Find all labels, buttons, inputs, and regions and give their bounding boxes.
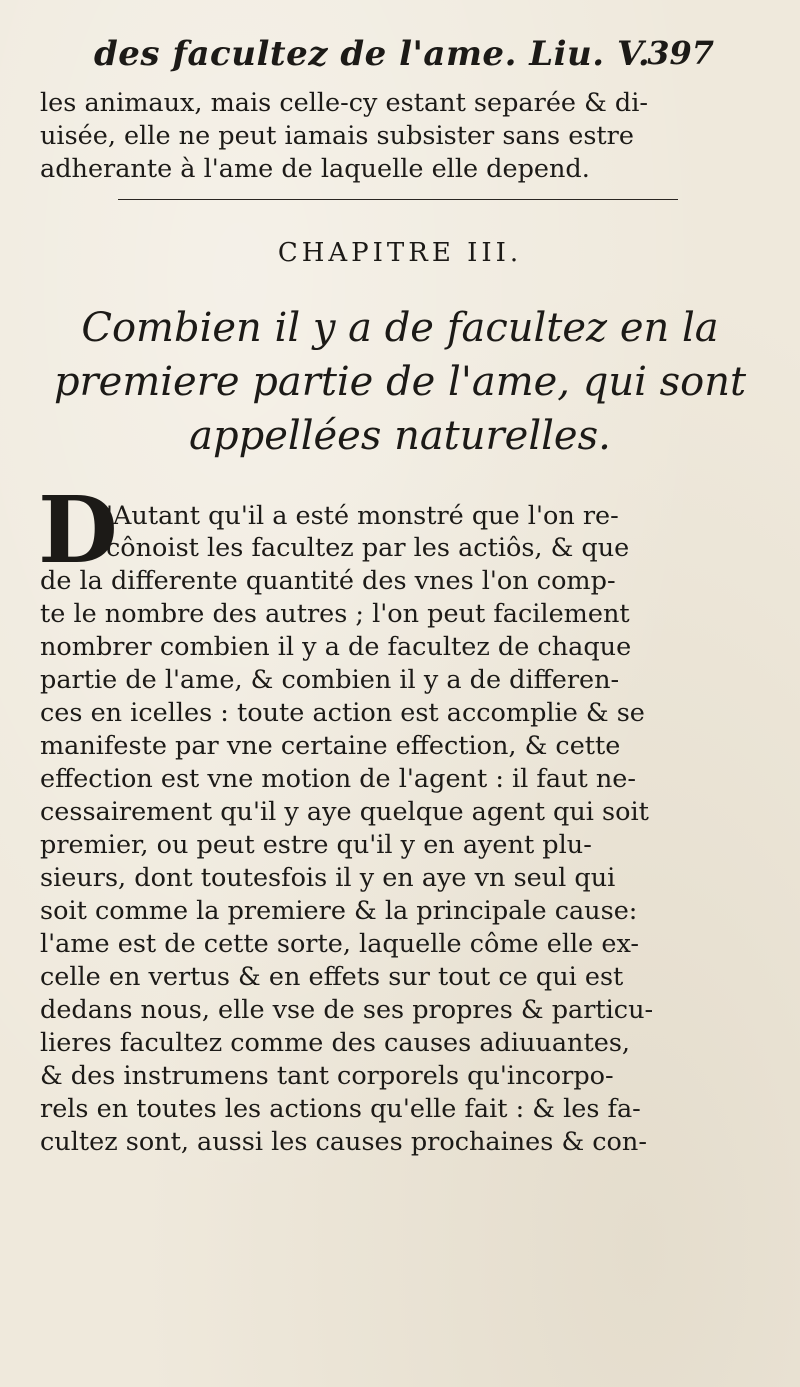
body-line: manifeste par vne certaine effection, & cette — [40, 731, 621, 761]
running-title: des facultez de l'ame. Liu. V. — [94, 34, 651, 74]
body-line: cessairement qu'il y aye quelque agent qui soit — [40, 797, 649, 827]
body-line: rels en toutes les actions qu'elle fait : & les fa- — [40, 1094, 641, 1124]
body-line: sieurs, dont toutesfois il y en aye vn seul qui — [40, 863, 616, 893]
page-number: 397 — [647, 34, 714, 72]
body-line: premier, ou peut estre qu'il y en ayent plu- — [40, 830, 592, 860]
body-line: effection est vne motion de l'agent : il faut ne- — [40, 764, 636, 794]
chapter-title-line: appellées naturelles. — [189, 413, 611, 459]
chapter-title-line: Combien il y a de facultez en la — [81, 305, 719, 351]
body-line: de la differente quantité des vnes l'on comp- — [40, 566, 616, 596]
chapter-title-line: premiere partie de l'ame, qui sont — [53, 359, 747, 405]
section-divider — [118, 199, 678, 200]
body-line: partie de l'ame, & combien il y a de differen- — [40, 665, 620, 695]
body-line: 'Autant qu'il a esté monstré que l'on re- — [106, 501, 619, 531]
body-line: celle en vertus & en effets sur tout ce qui est — [40, 962, 624, 992]
body-line: cônoist les facultez par les actiôs, & que — [106, 533, 630, 563]
body-line: cultez sont, aussi les causes prochaines & con- — [40, 1127, 647, 1157]
body-line: lieres facultez comme des causes adiuuantes, — [40, 1028, 631, 1058]
drop-cap: D — [38, 476, 118, 584]
body-line: ces en icelles : toute action est accomplie & se — [40, 698, 645, 728]
intro-line: les animaux, mais celle-cy estant separée & di- — [40, 88, 649, 118]
body-line: l'ame est de cette sorte, laquelle côme elle ex- — [40, 929, 639, 959]
chapter-heading: CHAPITRE III. — [277, 238, 523, 268]
body-line: & des instrumens tant corporels qu'incorpo- — [40, 1061, 614, 1091]
body-line: te le nombre des autres ; l'on peut facilement — [40, 599, 630, 629]
intro-line: uisée, elle ne peut iamais subsister sans estre — [40, 121, 634, 151]
body-line: dedans nous, elle vse de ses propres & particu- — [40, 995, 654, 1025]
body-line: soit comme la premiere & la principale cause: — [40, 896, 638, 926]
body-line: nombrer combien il y a de facultez de chaque — [40, 632, 632, 662]
intro-line: adherante à l'ame de laquelle elle depend. — [40, 154, 590, 184]
page-header — [80, 32, 720, 80]
